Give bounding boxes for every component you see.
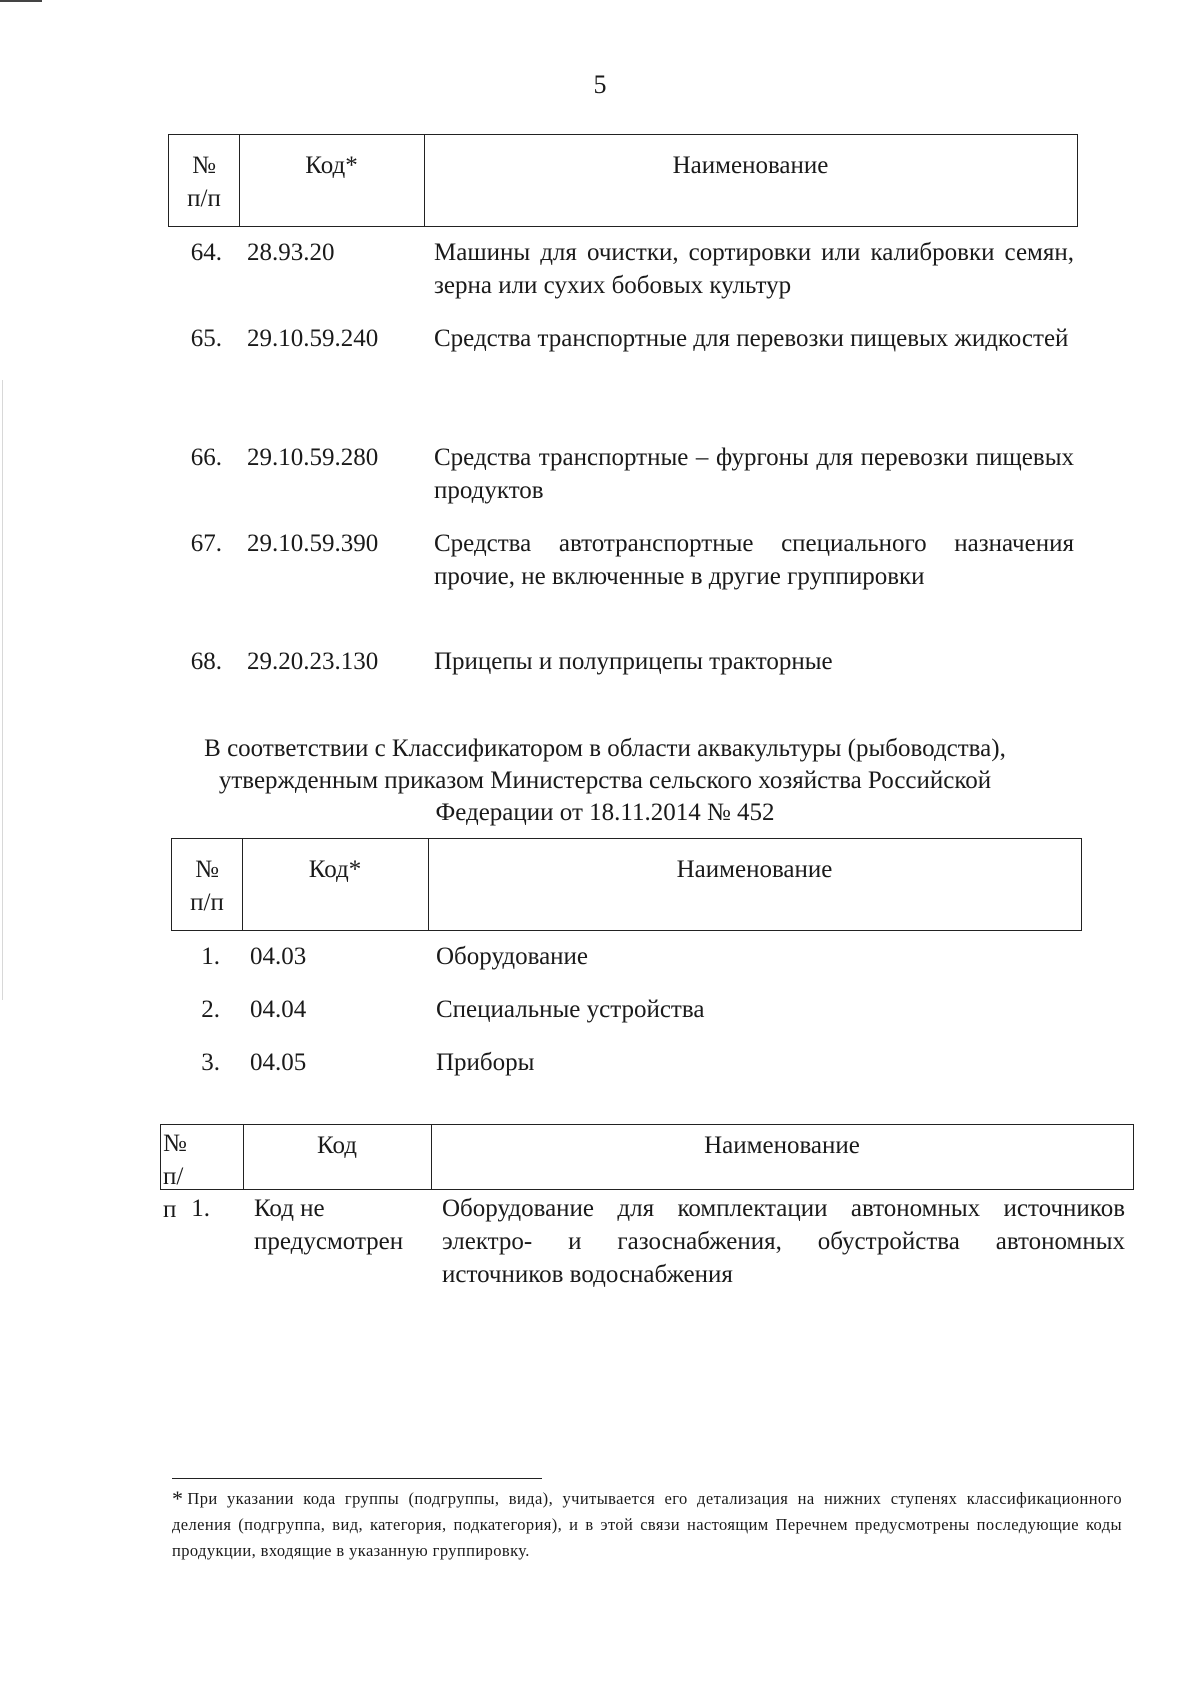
table2-header-code: Код* — [308, 856, 362, 883]
table-row — [180, 993, 1080, 1029]
table-row — [180, 236, 1080, 306]
row-code: 29.20.23.130 — [247, 648, 379, 675]
row-name: Машины для очистки, сортировки или калибровки семян, зерна или сухих бобовых культур — [434, 239, 1074, 299]
row-number: 65. — [190, 325, 222, 352]
row-code: 04.05 — [250, 1049, 307, 1076]
table3-header-no: № п/п — [163, 1130, 187, 1223]
row-name: Оборудование для комплектации автономных источников электро- и газоснабжения, обустройства автономных источников водоснабжения — [442, 1195, 1125, 1288]
table2-header-name: Наименование — [676, 856, 833, 883]
row-name: Оборудование — [436, 943, 589, 970]
table1-header — [168, 134, 1078, 227]
table-row — [180, 441, 1080, 511]
row-number: 66. — [190, 444, 222, 471]
scan-edge-mark — [0, 0, 42, 2]
row-number: 67. — [190, 530, 222, 557]
row-code: 04.04 — [250, 996, 307, 1023]
row-code: Код не предусмотрен — [254, 1195, 404, 1255]
table-row — [170, 1192, 1130, 1292]
row-number: 1. — [191, 1195, 210, 1222]
row-name: Прицепы и полуприцепы тракторные — [434, 648, 833, 675]
footnote-text: При указании кода группы (подгруппы, вида), учитывается его детализация на нижних ступенях классификационного деления (подгруппа, вид, категория, подкатегория), и в этой связи настоящим Перечнем предусмотрены последующие коды продукции, входящие в указанную группировку. — [172, 1489, 1122, 1560]
table2-header-no: № п/п — [190, 856, 224, 916]
row-code: 29.10.59.240 — [247, 325, 379, 352]
row-number: 1. — [201, 943, 220, 970]
row-name: Средства автотранспортные специального назначения прочие, не включенные в другие группировки — [434, 530, 1074, 590]
row-number: 2. — [201, 996, 220, 1023]
table3-header-code: Код — [317, 1132, 357, 1159]
row-number: 64. — [190, 239, 222, 266]
table-row — [180, 322, 1080, 392]
table-row — [180, 645, 1080, 681]
footnote — [172, 1486, 1122, 1564]
row-number: 68. — [190, 648, 222, 675]
table1-header-no: № п/п — [187, 152, 221, 212]
row-name: Средства транспортные для перевозки пищевых жидкостей — [434, 325, 1069, 352]
row-code: 04.03 — [250, 943, 307, 970]
section-caption: В соответствии с Классификатором в области аквакультуры (рыбоводства), утвержденным приказом Министерства сельского хозяйства Российской Федерации от 18.11.2014 № 452 — [204, 735, 1006, 826]
row-code: 29.10.59.280 — [247, 444, 379, 471]
table1-header-code: Код* — [305, 152, 358, 179]
table-row — [180, 1046, 1080, 1082]
table1-header-name: Наименование — [672, 152, 829, 179]
scan-edge-shadow — [2, 380, 3, 1000]
footnote-separator — [172, 1478, 542, 1479]
table3-header-name: Наименование — [704, 1132, 860, 1159]
table3-header — [160, 1124, 1134, 1223]
row-code: 29.10.59.390 — [247, 530, 379, 557]
page-number: 5 — [593, 70, 607, 99]
row-code: 28.93.20 — [247, 239, 335, 266]
row-name: Средства транспортные – фургоны для перевозки пищевых продуктов — [434, 444, 1074, 504]
row-name: Специальные устройства — [436, 996, 705, 1023]
row-name: Приборы — [436, 1049, 535, 1076]
table-row — [180, 940, 1080, 976]
table2-header — [171, 838, 1082, 931]
footnote-marker: * — [172, 1486, 184, 1511]
table-row — [180, 527, 1080, 627]
row-number: 3. — [201, 1049, 220, 1076]
